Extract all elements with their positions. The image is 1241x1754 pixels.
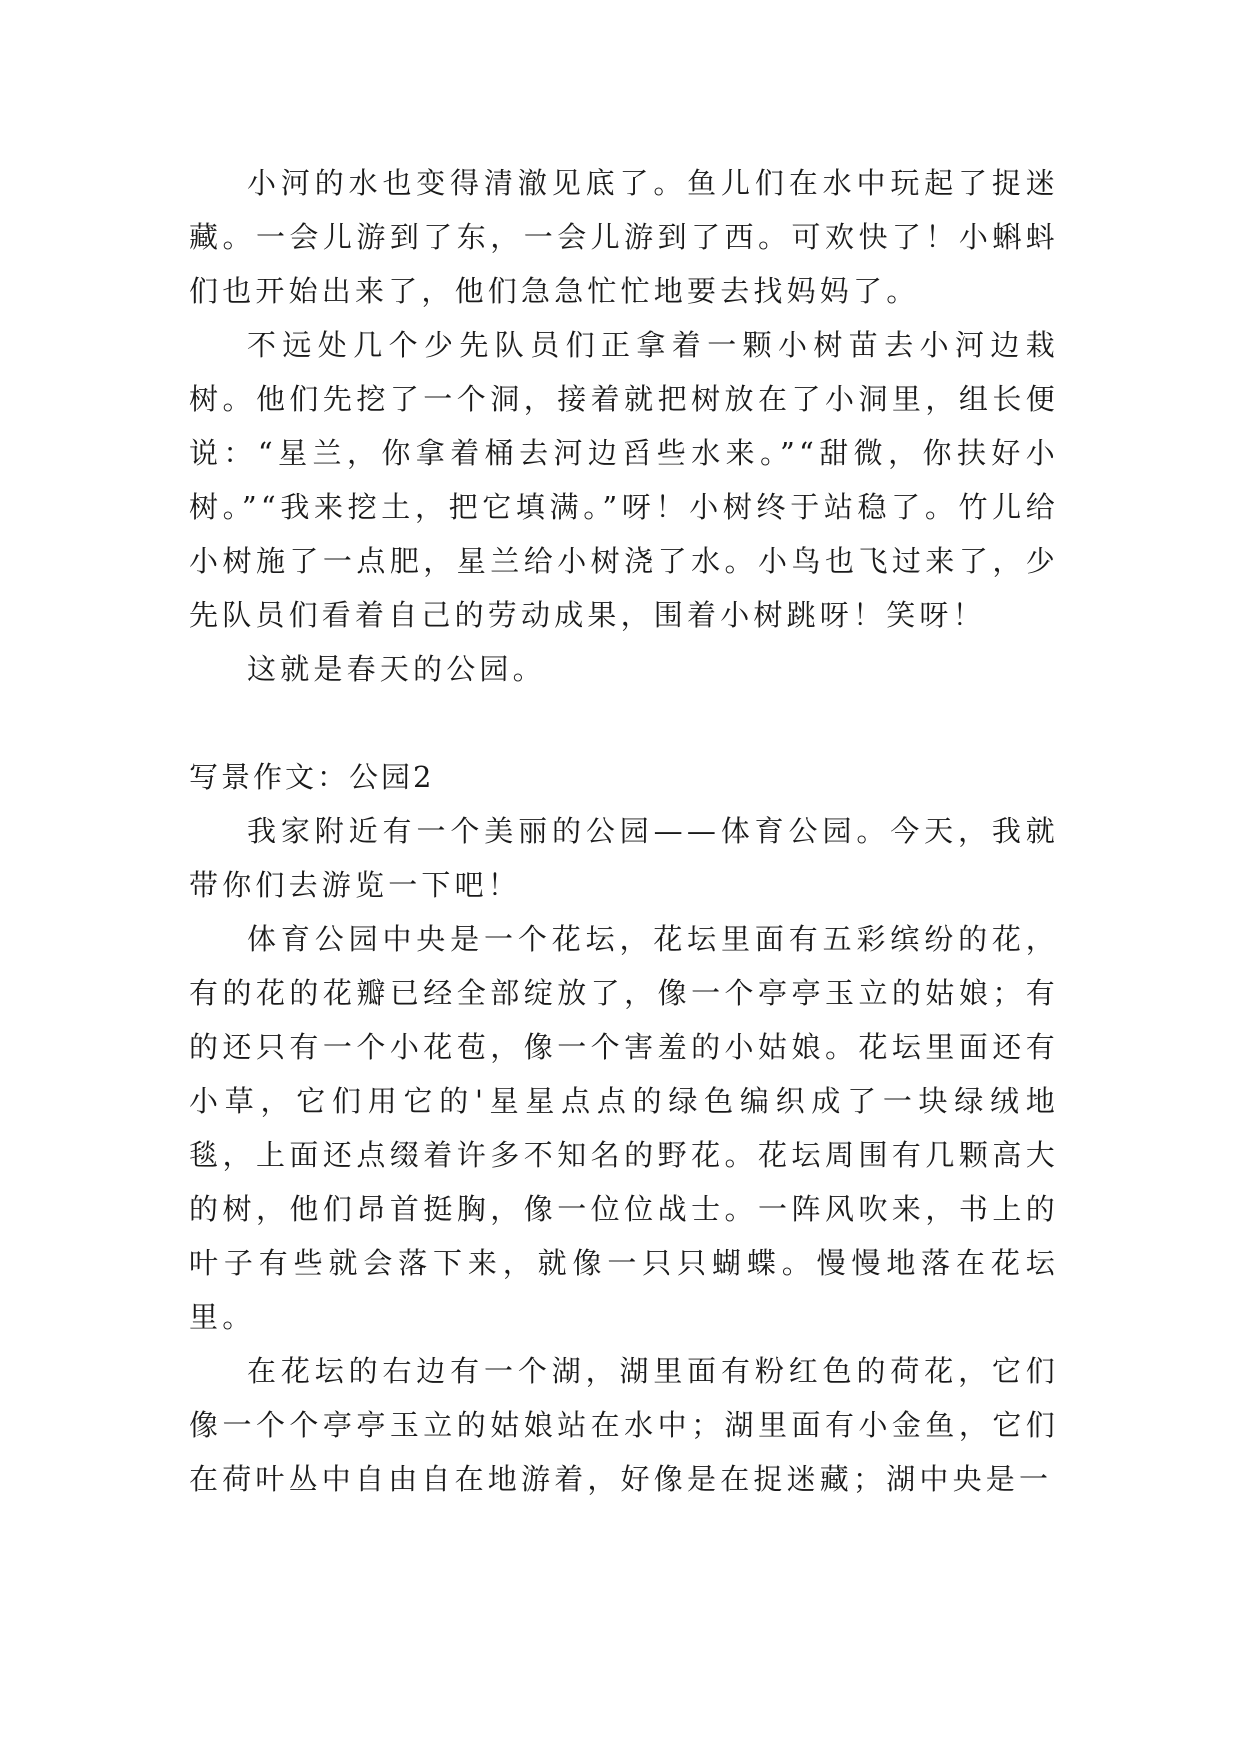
document-body [189, 156, 1059, 1506]
paragraph-flower-bed: 体育公园中央是一个花坛，花坛里面有五彩缤纷的花，有的花的花瓣已经全部绽放了，像一个亭亭玉立的姑娘；有的还只有一个小花苞，像一个害羞的小姑娘。花坛里面还有小草，它们用它的'星星点点的绿色编织成了一块绿绒地毯，上面还点缀着许多不知名的野花。花坛周围有几颗高大的树，他们昂首挺胸，像一位位战士。一阵风吹来，书上的叶子有些就会落下来，就像一只只蝴蝶。慢慢地落在花坛里。 [189, 922, 1059, 1334]
paragraph-intro: 我家附近有一个美丽的公园——体育公园。今天，我就带你们去游览一下吧！ [189, 814, 1059, 902]
paragraph-lake: 在花坛的右边有一个湖，湖里面有粉红色的荷花，它们像一个个亭亭玉立的姑娘站在水中；湖里面有小金鱼，它们在荷叶丛中自由自在地游着，好像是在捉迷藏；湖中央是一 [189, 1354, 1059, 1496]
essay-title: 写景作文：公园2 [189, 760, 435, 794]
paragraph-river: 小河的水也变得清澈见底了。鱼儿们在水中玩起了捉迷藏。一会儿游到了东，一会儿游到了西。可欢快了！小蝌蚪们也开始出来了，他们急急忙忙地要去找妈妈了。 [189, 166, 1059, 308]
paragraph-tree-planting: 不远处几个少先队员们正拿着一颗小树苗去小河边栽树。他们先挖了一个洞，接着就把树放在了小洞里，组长便说：“星兰，你拿着桶去河边舀些水来。”“甜微，你扶好小树。”“我来挖土，把它填满。”呀！小树终于站稳了。竹儿给小树施了一点肥，星兰给小树浇了水。小鸟也飞过来了，少先队员们看着自己的劳动成果，围着小树跳呀！笑呀！ [189, 328, 1059, 632]
paragraph-spring-park: 这就是春天的公园。 [247, 652, 546, 686]
